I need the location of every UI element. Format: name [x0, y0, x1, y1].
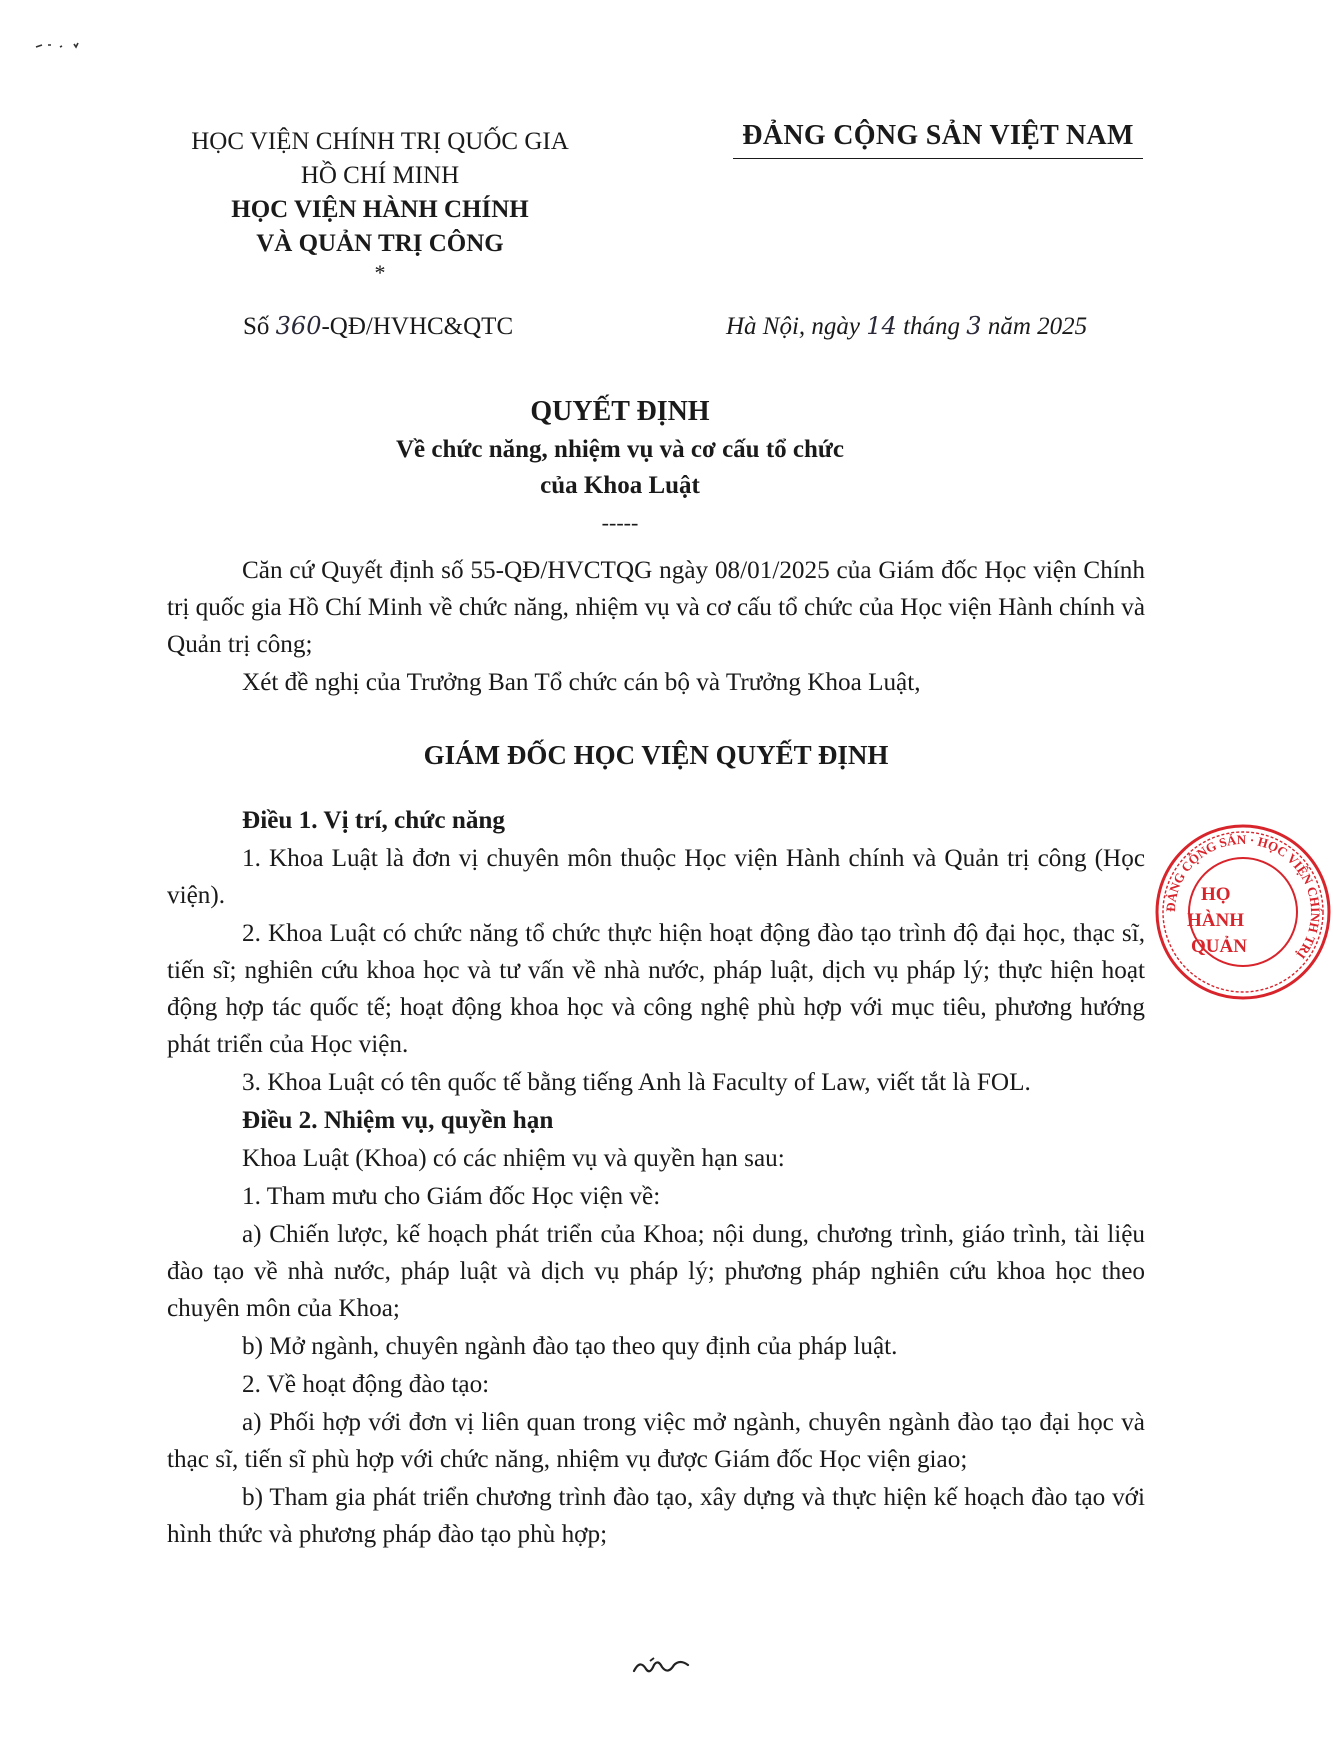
- decision-title: QUYẾT ĐỊNH: [530, 396, 710, 427]
- article-2-clause-2b: b) Tham gia phát triển chương trình đào tạo, xây dựng và thực hiện kế hoạch đào tạo với hình thức và phương pháp đào tạo phù hợp;: [167, 1484, 1145, 1548]
- org-line-2: HỒ CHÍ MINH: [300, 162, 460, 189]
- article-1-clause-1: 1. Khoa Luật là đơn vị chuyên môn thuộc Học viện Hành chính và Quản trị công (Học viện).: [167, 845, 1145, 909]
- article-1-heading: Điều 1. Vị trí, chức năng: [242, 807, 506, 834]
- org-line-4: VÀ QUẢN TRỊ CÔNG: [256, 230, 504, 257]
- preamble-proposal: Xét đề nghị của Trưởng Ban Tổ chức cán bộ và Trưởng Khoa Luật,: [242, 669, 921, 696]
- article-2-heading: Điều 2. Nhiệm vụ, quyền hạn: [242, 1107, 554, 1134]
- preamble-basis: Căn cứ Quyết định số 55-QĐ/HVCTQG ngày 08/01/2025 của Giám đốc Học viện Chính trị quốc gia Hồ Chí Minh về chức năng, nhiệm vụ và cơ cấu tổ chức của Học viện Hành chính và Quản trị công;: [167, 557, 1145, 658]
- doc-number-handwritten: 360: [275, 312, 322, 340]
- party-header: [722, 120, 1154, 159]
- doc-number-prefix: Số: [243, 313, 276, 340]
- seal-text-1: HỌ: [1201, 884, 1231, 905]
- party-name: ĐẢNG CỘNG SẢN VIỆT NAM: [742, 120, 1134, 151]
- decision-subject-line-1: Về chức năng, nhiệm vụ và cơ cấu tổ chức: [396, 436, 844, 463]
- date-day: 14: [866, 312, 897, 340]
- date-line: [726, 312, 1087, 341]
- issuing-organization: [140, 125, 620, 285]
- date-part-2: tháng: [896, 313, 967, 340]
- title-block: [200, 392, 1040, 536]
- official-seal: [1153, 822, 1333, 1002]
- article-2-clause-2a: a) Phối hợp với đơn vị liên quan trong việc mở ngành, chuyên ngành đào tạo đại học và thạc sĩ, tiến sĩ phù hợp với chức năng, nhiệm vụ được Giám đốc Học viện giao;: [167, 1409, 1145, 1473]
- articles: [167, 802, 1145, 1554]
- article-2-clause-1: 1. Tham mưu cho Giám đốc Học viện về:: [242, 1183, 661, 1210]
- date-part-3: năm 2025: [981, 313, 1088, 340]
- org-star: *: [374, 260, 386, 285]
- decision-subject-line-2: của Khoa Luật: [540, 472, 700, 499]
- title-separator: -----: [601, 510, 639, 535]
- article-1-clause-3: 3. Khoa Luật có tên quốc tế bằng tiếng Anh là Faculty of Law, viết tắt là FOL.: [242, 1069, 1031, 1096]
- article-2-intro: Khoa Luật (Khoa) có các nhiệm vụ và quyền hạn sau:: [242, 1145, 785, 1172]
- article-2-clause-1b: b) Mở ngành, chuyên ngành đào tạo theo quy định của pháp luật.: [242, 1333, 898, 1360]
- seal-text-3: QUẢN: [1191, 936, 1247, 957]
- doc-number-suffix: -QĐ/HVHC&QTC: [321, 313, 514, 340]
- org-line-1: HỌC VIỆN CHÍNH TRỊ QUỐC GIA: [191, 128, 569, 155]
- scan-mark: [34, 38, 98, 54]
- seal-ring-text: ĐẢNG CỘNG SẢN · HỌC VIỆN CHÍNH TRỊ: [1162, 831, 1324, 962]
- article-2-clause-1a: a) Chiến lược, kế hoạch phát triển của Khoa; nội dung, chương trình, giáo trình, tài liệu đào tạo về nhà nước, pháp luật và dịch vụ pháp lý; phương pháp nghiên cứu khoa học theo chuyên môn của Khoa;: [167, 1221, 1145, 1322]
- document-number: [243, 312, 513, 341]
- preamble: [167, 552, 1145, 702]
- article-2-clause-2: 2. Về hoạt động đào tạo:: [242, 1371, 490, 1398]
- date-part-1: Hà Nội, ngày: [726, 313, 867, 340]
- decision-heading: GIÁM ĐỐC HỌC VIỆN QUYẾT ĐỊNH: [423, 740, 889, 770]
- initials-signature: [630, 1655, 694, 1679]
- party-underline: [733, 158, 1143, 159]
- article-1-clause-2: 2. Khoa Luật có chức năng tổ chức thực hiện hoạt động đào tạo trình độ đại học, thạc sĩ, tiến sĩ; nghiên cứu khoa học và tư vấn về nhà nước, pháp luật, dịch vụ pháp lý; thực hiện hoạt động hợp tác quốc tế; hoạt động khoa học và công nghệ phù hợp với mục tiêu, phương hướng phát triển của Học viện.: [167, 920, 1145, 1058]
- org-line-3: HỌC VIỆN HÀNH CHÍNH: [231, 196, 529, 223]
- seal-text-2: HÀNH: [1187, 910, 1244, 931]
- date-month: 3: [966, 312, 982, 340]
